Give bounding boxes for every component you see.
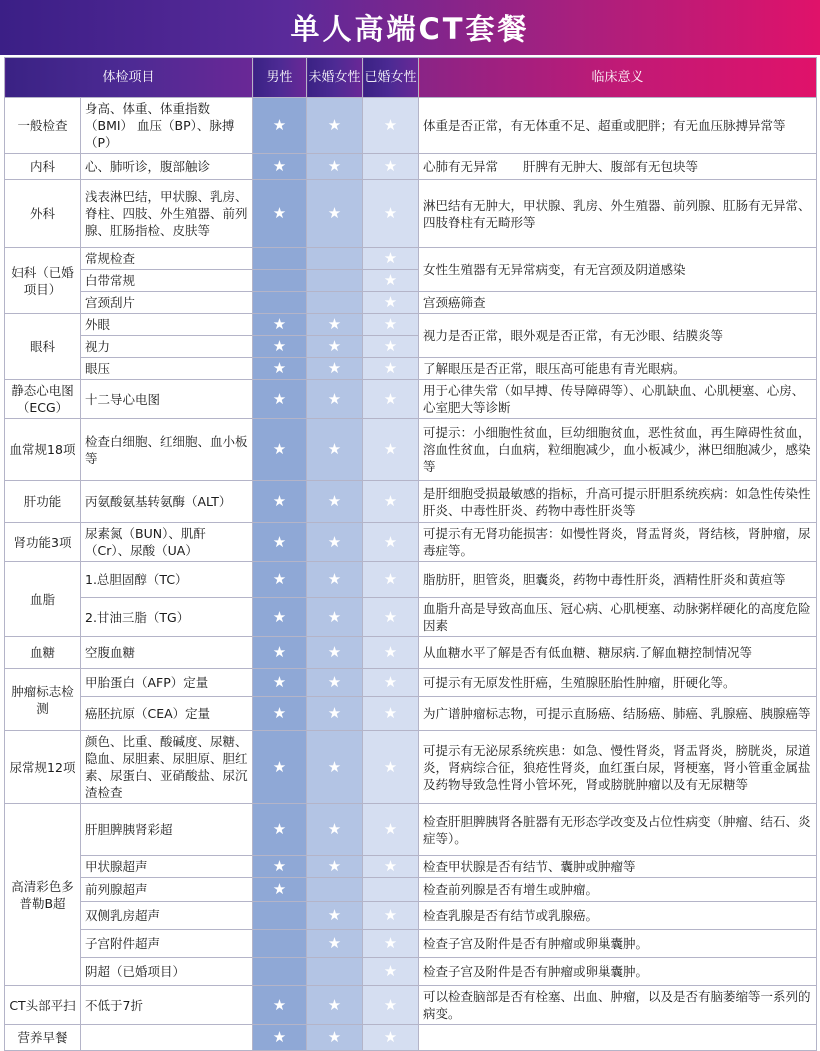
item-cell: 阴超（已婚项目）	[81, 958, 253, 986]
star-icon: ★	[272, 880, 287, 898]
table-row	[5, 358, 817, 380]
category-cell: 肾功能3项	[5, 523, 81, 562]
unmarried-star-cell	[307, 336, 363, 358]
star-icon: ★	[383, 643, 398, 661]
male-star-cell	[253, 562, 307, 598]
star-icon: ★	[327, 643, 342, 661]
star-icon: ★	[383, 820, 398, 838]
clinical-meaning-cell: 体重是否正常，有无体重不足、超重或肥胖；有无血压脉搏异常等	[419, 98, 817, 154]
star-icon: ★	[272, 704, 287, 722]
star-icon: ★	[327, 532, 342, 551]
table-row	[5, 958, 817, 986]
unmarried-star-cell	[307, 637, 363, 669]
male-star-cell	[253, 598, 307, 637]
clinical-meaning-cell: 检查前列腺是否有增生或肿瘤。	[419, 878, 817, 902]
item-cell: 颜色、比重、酸碱度、尿糖、隐血、尿胆素、尿胆原、胆红素、尿蛋白、亚硝酸盐、尿沉渣检查	[81, 731, 253, 804]
unmarried-star-cell	[307, 154, 363, 180]
unmarried-star-cell	[307, 986, 363, 1025]
star-icon: ★	[327, 570, 342, 588]
married-star-cell	[363, 878, 419, 902]
unmarried-star-cell	[307, 804, 363, 856]
clinical-meaning-cell: 用于心律失常（如早搏、传导障碍等）、心肌缺血、心肌梗塞、心房、心室肥大等诊断	[419, 380, 817, 419]
star-icon: ★	[327, 673, 342, 691]
table-row	[5, 804, 817, 856]
star-icon: ★	[327, 607, 342, 626]
male-star-cell	[253, 697, 307, 731]
category-cell: 血常规18项	[5, 419, 81, 481]
star-icon: ★	[327, 315, 342, 333]
star-icon: ★	[383, 389, 398, 408]
star-icon: ★	[272, 570, 287, 588]
clinical-meaning-cell: 检查子宫及附件是否有肿瘤或卵巢囊肿。	[419, 930, 817, 958]
item-cell: 外眼	[81, 314, 253, 336]
star-icon: ★	[327, 995, 342, 1014]
header-married-female: 已婚女性	[363, 58, 419, 98]
married-star-cell	[363, 180, 419, 248]
clinical-meaning-cell: 可提示有无肾功能损害：如慢性肾炎，肾盂肾炎，肾结核，肾肿瘤，尿毒症等。	[419, 523, 817, 562]
clinical-meaning-cell: 检查乳腺是否有结节或乳腺癌。	[419, 902, 817, 930]
male-star-cell	[253, 481, 307, 523]
male-star-cell	[253, 958, 307, 986]
married-star-cell	[363, 380, 419, 419]
item-cell: 癌胚抗原（CEA）定量	[81, 697, 253, 731]
male-star-cell	[253, 731, 307, 804]
male-star-cell	[253, 314, 307, 336]
star-icon: ★	[272, 1028, 287, 1046]
star-icon: ★	[272, 857, 287, 875]
unmarried-star-cell	[307, 523, 363, 562]
married-star-cell	[363, 731, 419, 804]
unmarried-star-cell	[307, 248, 363, 270]
table-row	[5, 419, 817, 481]
category-cell: 肝功能	[5, 481, 81, 523]
table-row	[5, 878, 817, 902]
table-row	[5, 248, 817, 270]
table-row	[5, 986, 817, 1025]
unmarried-star-cell	[307, 562, 363, 598]
star-icon: ★	[383, 116, 398, 134]
item-cell: 十二导心电图	[81, 380, 253, 419]
male-star-cell	[253, 270, 307, 292]
item-cell: 肝胆脾胰肾彩超	[81, 804, 253, 856]
male-star-cell	[253, 358, 307, 380]
clinical-meaning-cell: 女性生殖器有无异常病变，有无宫颈及阴道感染	[419, 248, 817, 292]
star-icon: ★	[383, 157, 398, 175]
star-icon: ★	[327, 157, 342, 175]
male-star-cell	[253, 637, 307, 669]
item-cell: 甲状腺超声	[81, 856, 253, 878]
table-row	[5, 731, 817, 804]
clinical-meaning-cell: 血脂升高是导致高血压、冠心病、心肌梗塞、动脉粥样硬化的高度危险因素	[419, 598, 817, 637]
category-cell: CT头部平扫	[5, 986, 81, 1025]
star-icon: ★	[383, 271, 398, 289]
unmarried-star-cell	[307, 669, 363, 697]
star-icon: ★	[327, 204, 342, 222]
clinical-meaning-cell: 淋巴结有无肿大，甲状腺、乳房、外生殖器、前列腺、肛肠有无异常、四肢脊柱有无畸形等	[419, 180, 817, 248]
item-cell: 不低于7折	[81, 986, 253, 1025]
star-icon: ★	[383, 934, 398, 952]
item-cell: 心、肺听诊，腹部触诊	[81, 154, 253, 180]
married-star-cell	[363, 292, 419, 314]
married-star-cell	[363, 697, 419, 731]
star-icon: ★	[327, 492, 342, 510]
table-row	[5, 902, 817, 930]
married-star-cell	[363, 902, 419, 930]
star-icon: ★	[327, 704, 342, 722]
unmarried-star-cell	[307, 958, 363, 986]
clinical-meaning-cell: 从血糖水平了解是否有低血糖、糖尿病.了解血糖控制情况等	[419, 637, 817, 669]
item-cell: 空腹血糖	[81, 637, 253, 669]
male-star-cell	[253, 180, 307, 248]
star-icon: ★	[327, 934, 342, 952]
table-header-row	[5, 58, 817, 98]
item-cell: 白带常规	[81, 270, 253, 292]
category-cell: 外科	[5, 180, 81, 248]
clinical-meaning-cell: 可提示有无泌尿系统疾患：如急、慢性肾炎，肾盂肾炎，膀胱炎，尿道炎，肾病综合征，狼疮性肾炎，血红蛋白尿，肾梗塞，肾小管重金属盐及药物导致急性肾小管坏死，肾或膀胱肿瘤以及有无尿糖等	[419, 731, 817, 804]
item-cell: 常规检查	[81, 248, 253, 270]
category-cell: 静态心电图（ECG）	[5, 380, 81, 419]
unmarried-star-cell	[307, 902, 363, 930]
table-row	[5, 380, 817, 419]
male-star-cell	[253, 1025, 307, 1051]
star-icon: ★	[272, 643, 287, 661]
married-star-cell	[363, 98, 419, 154]
table-row	[5, 669, 817, 697]
married-star-cell	[363, 804, 419, 856]
star-icon: ★	[383, 249, 398, 267]
star-icon: ★	[327, 389, 342, 408]
item-cell: 检查白细胞、红细胞、血小板等	[81, 419, 253, 481]
male-star-cell	[253, 380, 307, 419]
item-cell: 视力	[81, 336, 253, 358]
table-row	[5, 697, 817, 731]
unmarried-star-cell	[307, 697, 363, 731]
item-cell: 前列腺超声	[81, 878, 253, 902]
clinical-meaning-cell: 可提示有无原发性肝癌，生殖腺胚胎性肿瘤，肝硬化等。	[419, 669, 817, 697]
clinical-meaning-cell: 了解眼压是否正常，眼压高可能患有青光眼病。	[419, 358, 817, 380]
married-star-cell	[363, 958, 419, 986]
married-star-cell	[363, 637, 419, 669]
male-star-cell	[253, 930, 307, 958]
married-star-cell	[363, 314, 419, 336]
star-icon: ★	[383, 440, 398, 458]
checkup-table	[4, 57, 817, 1051]
category-cell: 眼科	[5, 314, 81, 380]
unmarried-star-cell	[307, 481, 363, 523]
star-icon: ★	[327, 857, 342, 875]
table-row	[5, 292, 817, 314]
male-star-cell	[253, 986, 307, 1025]
star-icon: ★	[327, 820, 342, 838]
header-item: 体检项目	[5, 58, 253, 98]
male-star-cell	[253, 154, 307, 180]
category-cell: 血脂	[5, 562, 81, 637]
category-cell: 高清彩色多普勒B超	[5, 804, 81, 986]
star-icon: ★	[272, 157, 287, 175]
item-cell: 甲胎蛋白（AFP）定量	[81, 669, 253, 697]
unmarried-star-cell	[307, 1025, 363, 1051]
unmarried-star-cell	[307, 598, 363, 637]
star-icon: ★	[327, 337, 342, 355]
clinical-meaning-cell: 视力是否正常，眼外观是否正常，有无沙眼、结膜炎等	[419, 314, 817, 358]
married-star-cell	[363, 856, 419, 878]
star-icon: ★	[272, 995, 287, 1014]
unmarried-star-cell	[307, 358, 363, 380]
married-star-cell	[363, 523, 419, 562]
item-cell: 丙氨酸氨基转氨酶（ALT）	[81, 481, 253, 523]
star-icon: ★	[383, 204, 398, 222]
star-icon: ★	[327, 359, 342, 377]
clinical-meaning-cell: 脂肪肝，胆管炎，胆囊炎，药物中毒性肝炎，酒精性肝炎和黄疸等	[419, 562, 817, 598]
clinical-meaning-cell: 检查子宫及附件是否有肿瘤或卵巢囊肿。	[419, 958, 817, 986]
item-cell: 1.总胆固醇（TC）	[81, 562, 253, 598]
unmarried-star-cell	[307, 419, 363, 481]
star-icon: ★	[383, 857, 398, 875]
married-star-cell	[363, 930, 419, 958]
clinical-meaning-cell: 宫颈癌筛查	[419, 292, 817, 314]
married-star-cell	[363, 562, 419, 598]
unmarried-star-cell	[307, 270, 363, 292]
male-star-cell	[253, 523, 307, 562]
clinical-meaning-cell: 检查甲状腺是否有结节、囊肿或肿瘤等	[419, 856, 817, 878]
male-star-cell	[253, 804, 307, 856]
table-row	[5, 637, 817, 669]
star-icon: ★	[272, 607, 287, 626]
table-row	[5, 481, 817, 523]
table-row	[5, 180, 817, 248]
clinical-meaning-cell: 可提示：小细胞性贫血，巨幼细胞贫血，恶性贫血，再生障碍性贫血，溶血性贫血，白血病，粒细胞减少，血小板减少，淋巴细胞减少，感染等	[419, 419, 817, 481]
title-banner	[0, 0, 820, 55]
item-cell: 2.甘油三脂（TG）	[81, 598, 253, 637]
male-star-cell	[253, 669, 307, 697]
married-star-cell	[363, 270, 419, 292]
star-icon: ★	[383, 995, 398, 1014]
married-star-cell	[363, 248, 419, 270]
table-body	[5, 98, 817, 1051]
star-icon: ★	[383, 962, 398, 980]
married-star-cell	[363, 986, 419, 1025]
unmarried-star-cell	[307, 856, 363, 878]
star-icon: ★	[383, 757, 398, 776]
star-icon: ★	[272, 389, 287, 408]
table-row	[5, 856, 817, 878]
unmarried-star-cell	[307, 98, 363, 154]
item-cell: 身高、体重、体重指数（BMI） 血压（BP）、脉搏（P）	[81, 98, 253, 154]
clinical-meaning-cell: 可以检查脑部是否有栓塞、出血、肿瘤，以及是否有脑萎缩等一系列的病变。	[419, 986, 817, 1025]
star-icon: ★	[383, 1028, 398, 1046]
table-row	[5, 930, 817, 958]
star-icon: ★	[272, 204, 287, 222]
category-cell: 一般检查	[5, 98, 81, 154]
married-star-cell	[363, 336, 419, 358]
star-icon: ★	[327, 757, 342, 776]
unmarried-star-cell	[307, 930, 363, 958]
married-star-cell	[363, 358, 419, 380]
star-icon: ★	[383, 673, 398, 691]
category-cell: 血糖	[5, 637, 81, 669]
header-unmarried-female: 未婚女性	[307, 58, 363, 98]
header-clinical: 临床意义	[419, 58, 817, 98]
category-cell: 内科	[5, 154, 81, 180]
table-row	[5, 154, 817, 180]
category-cell: 妇科（已婚项目）	[5, 248, 81, 314]
male-star-cell	[253, 419, 307, 481]
item-cell: 眼压	[81, 358, 253, 380]
male-star-cell	[253, 98, 307, 154]
star-icon: ★	[383, 607, 398, 626]
clinical-meaning-cell: 是肝细胞受损最敏感的指标，升高可提示肝胆系统疾病：如急性传染性肝炎、中毒性肝炎、药物中毒性肝炎等	[419, 481, 817, 523]
table-row	[5, 598, 817, 637]
married-star-cell	[363, 419, 419, 481]
star-icon: ★	[272, 359, 287, 377]
category-cell: 尿常规12项	[5, 731, 81, 804]
star-icon: ★	[272, 673, 287, 691]
unmarried-star-cell	[307, 314, 363, 336]
unmarried-star-cell	[307, 878, 363, 902]
item-cell	[81, 1025, 253, 1051]
item-cell: 双侧乳房超声	[81, 902, 253, 930]
married-star-cell	[363, 598, 419, 637]
married-star-cell	[363, 1025, 419, 1051]
star-icon: ★	[383, 704, 398, 722]
table-row	[5, 314, 817, 336]
male-star-cell	[253, 902, 307, 930]
star-icon: ★	[327, 906, 342, 924]
male-star-cell	[253, 336, 307, 358]
male-star-cell	[253, 878, 307, 902]
star-icon: ★	[272, 492, 287, 510]
star-icon: ★	[272, 116, 287, 134]
item-cell: 宫颈刮片	[81, 292, 253, 314]
clinical-meaning-cell: 为广谱肿瘤标志物，可提示直肠癌、结肠癌、肺癌、乳腺癌、胰腺癌等	[419, 697, 817, 731]
table-row	[5, 562, 817, 598]
star-icon: ★	[327, 1028, 342, 1046]
male-star-cell	[253, 856, 307, 878]
star-icon: ★	[272, 820, 287, 838]
star-icon: ★	[383, 906, 398, 924]
unmarried-star-cell	[307, 292, 363, 314]
item-cell: 子宫附件超声	[81, 930, 253, 958]
star-icon: ★	[327, 116, 342, 134]
page-title: 单人高端CT套餐	[290, 12, 530, 46]
category-cell: 营养早餐	[5, 1025, 81, 1051]
star-icon: ★	[272, 315, 287, 333]
male-star-cell	[253, 248, 307, 270]
star-icon: ★	[383, 337, 398, 355]
star-icon: ★	[272, 440, 287, 458]
category-cell: 肿瘤标志检测	[5, 669, 81, 731]
item-cell: 浅表淋巴结，甲状腺、乳房、脊柱、四肢、外生殖器、前列腺、肛肠指检、皮肤等	[81, 180, 253, 248]
star-icon: ★	[383, 359, 398, 377]
unmarried-star-cell	[307, 380, 363, 419]
star-icon: ★	[272, 532, 287, 551]
star-icon: ★	[327, 440, 342, 458]
table-row	[5, 523, 817, 562]
married-star-cell	[363, 154, 419, 180]
table-row	[5, 98, 817, 154]
star-icon: ★	[272, 337, 287, 355]
clinical-meaning-cell: 检查肝胆脾胰肾各脏器有无形态学改变及占位性病变（肿瘤、结石、炎症等）。	[419, 804, 817, 856]
header-male: 男性	[253, 58, 307, 98]
table-row	[5, 1025, 817, 1051]
clinical-meaning-cell	[419, 1025, 817, 1051]
unmarried-star-cell	[307, 731, 363, 804]
star-icon: ★	[383, 570, 398, 588]
star-icon: ★	[272, 757, 287, 776]
married-star-cell	[363, 481, 419, 523]
star-icon: ★	[383, 315, 398, 333]
item-cell: 尿素氮（BUN）、肌酐（Cr）、尿酸（UA）	[81, 523, 253, 562]
male-star-cell	[253, 292, 307, 314]
married-star-cell	[363, 669, 419, 697]
star-icon: ★	[383, 532, 398, 551]
star-icon: ★	[383, 293, 398, 311]
unmarried-star-cell	[307, 180, 363, 248]
clinical-meaning-cell: 心肺有无异常 肝脾有无肿大、腹部有无包块等	[419, 154, 817, 180]
star-icon: ★	[383, 492, 398, 510]
